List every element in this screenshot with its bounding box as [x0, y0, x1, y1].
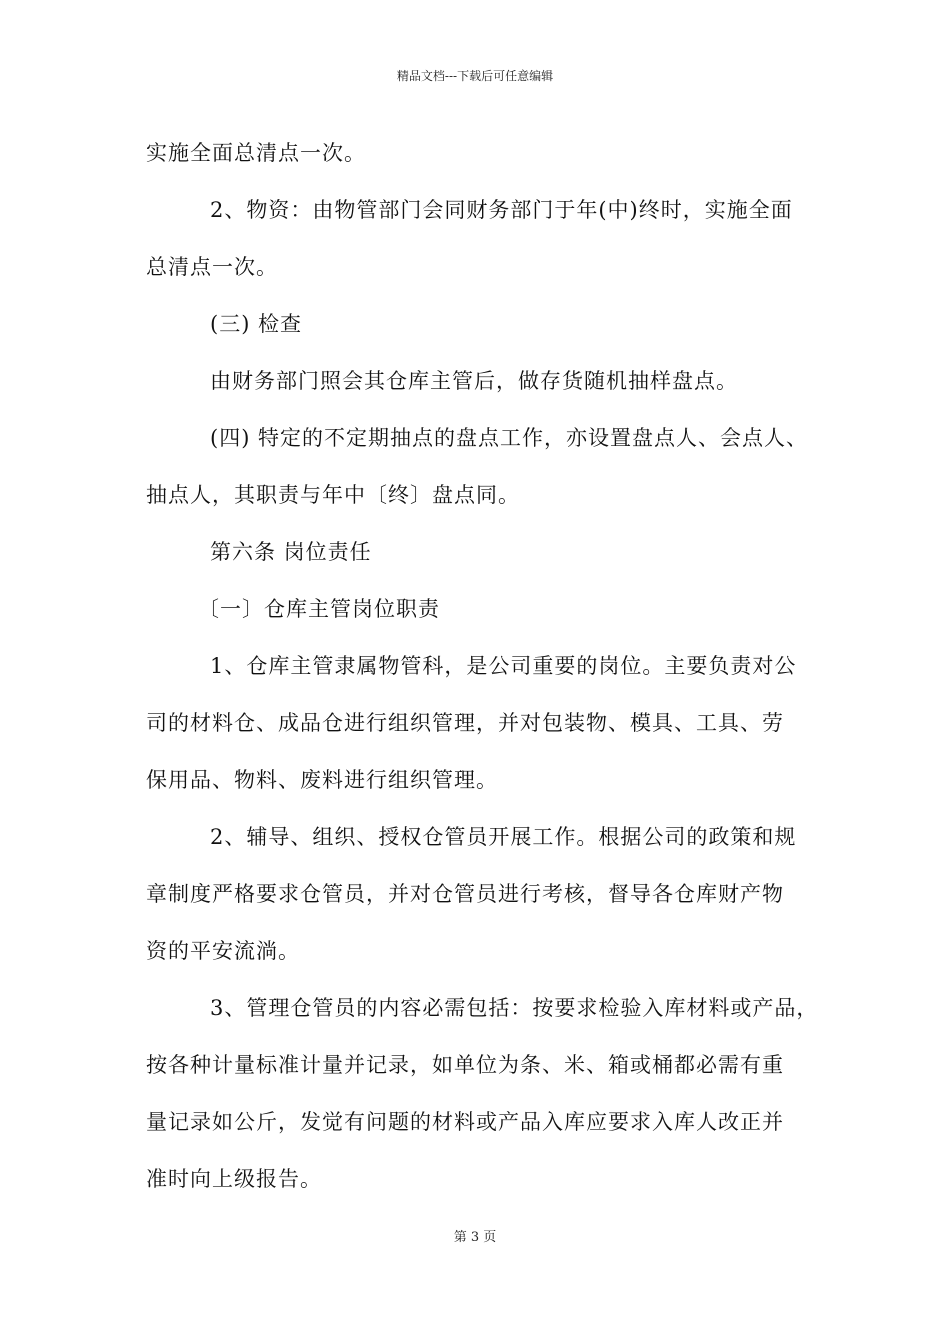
page-number: 第 3 页 [453, 1230, 497, 1245]
body-line: 实施全面总清点一次。 [146, 141, 366, 165]
body-line: 量记录如公斤，发觉有问题的材料或产品入库应要求入库人改正并 [146, 1110, 784, 1134]
section-heading: (三) 检查 [210, 312, 303, 336]
body-line: 总清点一次。 [146, 255, 278, 279]
body-line: 由财务部门照会其仓库主管后，做存货随机抽样盘点。 [210, 369, 738, 393]
body-line: 1、仓库主管隶属物管科，是公司重要的岗位。主要负责对公 [210, 654, 797, 678]
body-line: 章制度严格要求仓管员，并对仓管员进行考核，督导各仓库财产物 [146, 882, 784, 906]
body-line: 2、辅导、组织、授权仓管员开展工作。根据公司的政策和规 [210, 825, 797, 849]
body-line: (四) 特定的不定期抽点的盘点工作，亦设置盘点人、会点人、 [210, 426, 809, 450]
page-header: 精品文档---下载后可任意编辑 [396, 69, 554, 83]
body-line: 抽点人，其职责与年中〔终〕盘点同。 [146, 483, 520, 507]
body-line: 资的平安流淌。 [146, 939, 300, 963]
body-line: 2、物资：由物管部门会同财务部门于年(中)终时，实施全面 [210, 198, 793, 222]
body-line: 保用品、物料、废料进行组织管理。 [146, 768, 498, 792]
article-heading: 第六条 岗位责任 [210, 540, 372, 564]
body-line: 司的材料仓、成品仓进行组织管理，并对包装物、模具、工具、劳 [146, 711, 784, 735]
section-heading: 〔一〕仓库主管岗位职责 [198, 597, 440, 621]
body-line: 3、管理仓管员的内容必需包括：按要求检验入库材料或产品， [210, 996, 819, 1020]
body-line: 准时向上级报告。 [146, 1167, 322, 1191]
body-line: 按各种计量标准计量并记录，如单位为条、米、箱或桶都必需有重 [146, 1053, 784, 1077]
